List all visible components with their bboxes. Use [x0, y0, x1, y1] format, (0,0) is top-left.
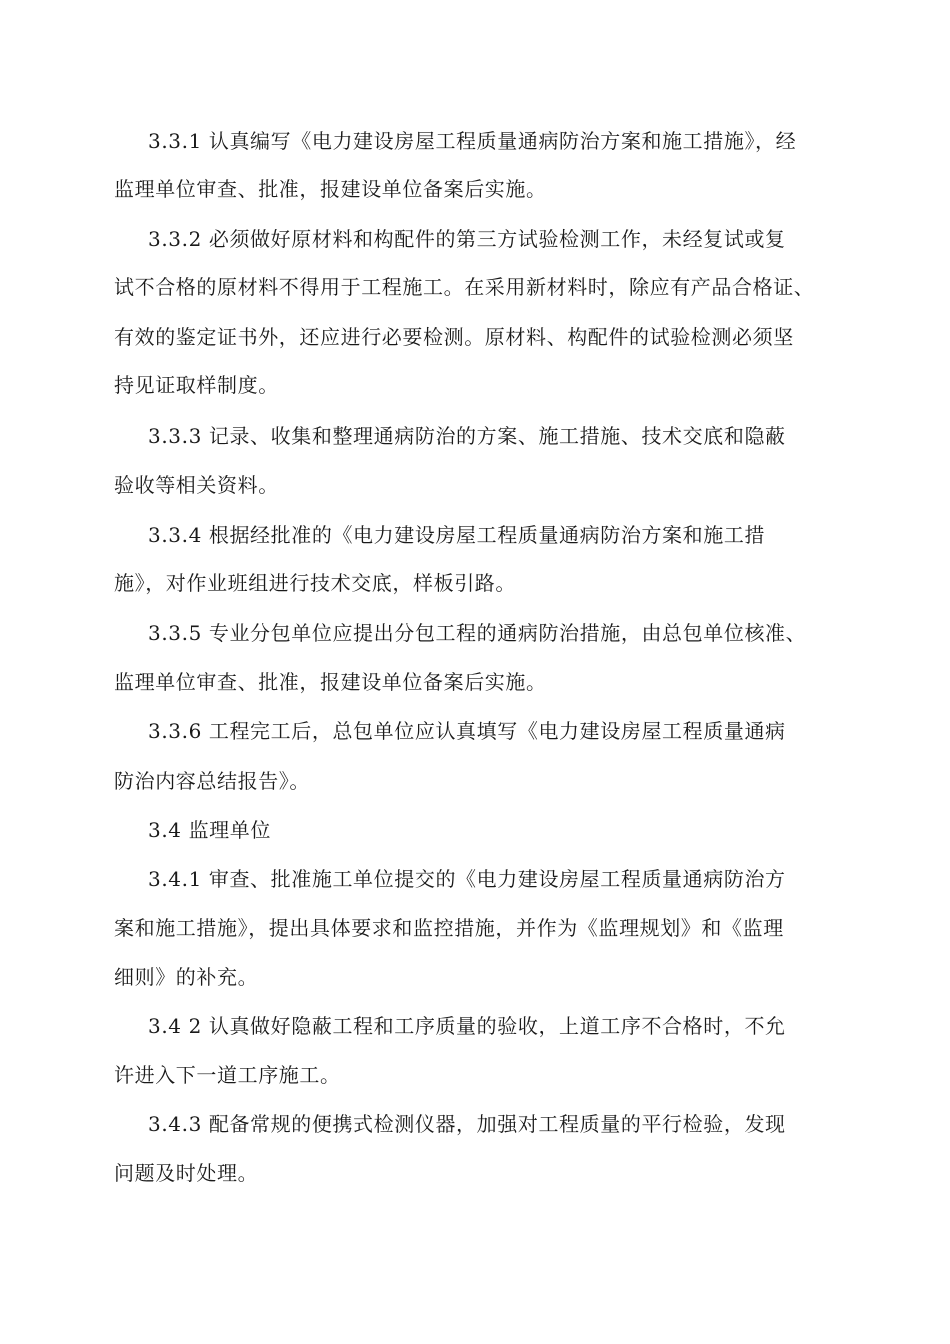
paragraph-3-3-2-line-2: 试不合格的原材料不得用于工程施工。在采用新材料时，除应有产品合格证、 [114, 275, 815, 299]
paragraph-3-3-3-line-2: 验收等相关资料。 [114, 473, 279, 497]
paragraph-3-4-3-line-2: 问题及时处理。 [114, 1161, 259, 1185]
paragraph-3-3-1-line-1: 3.3.1 认真编写《电力建设房屋工程质量通病防治方案和施工措施》，经 [148, 129, 797, 153]
paragraph-3-3-2-line-1: 3.3.2 必须做好原材料和构配件的第三方试验检测工作，未经复试或复 [148, 227, 786, 251]
paragraph-3-3-5-line-2: 监理单位审查、批准，报建设单位备案后实施。 [114, 670, 547, 694]
paragraph-3-3-6-line-1: 3.3.6 工程完工后，总包单位应认真填写《电力建设房屋工程质量通病 [148, 719, 786, 743]
paragraph-3-3-2-line-3: 有效的鉴定证书外，还应进行必要检测。原材料、构配件的试验检测必须坚 [114, 325, 794, 349]
paragraph-3-3-4-line-1: 3.3.4 根据经批准的《电力建设房屋工程质量通病防治方案和施工措 [148, 523, 766, 547]
section-heading-3-4: 3.4 监理单位 [148, 818, 271, 842]
paragraph-3-3-6-line-2: 防治内容总结报告》。 [114, 769, 310, 793]
paragraph-3-3-2-line-4: 持见证取样制度。 [114, 373, 279, 397]
paragraph-3-3-4-line-2: 施》，对作业班组进行技术交底，样板引路。 [114, 571, 516, 595]
paragraph-3-4-1-line-1: 3.4.1 审查、批准施工单位提交的《电力建设房屋工程质量通病防治方 [148, 867, 786, 891]
paragraph-3-4-2-line-2: 许进入下一道工序施工。 [114, 1063, 341, 1087]
paragraph-3-4-1-line-3: 细则》的补充。 [114, 965, 259, 989]
paragraph-3-4-3-line-1: 3.4.3 配备常规的便携式检测仪器，加强对工程质量的平行检验，发现 [148, 1112, 786, 1136]
paragraph-3-4-1-line-2: 案和施工措施》，提出具体要求和监控措施，并作为《监理规划》和《监理 [114, 916, 784, 940]
paragraph-3-3-3-line-1: 3.3.3 记录、收集和整理通病防治的方案、施工措施、技术交底和隐蔽 [148, 424, 786, 448]
paragraph-3-4-2-line-1: 3.4 2 认真做好隐蔽工程和工序质量的验收，上道工序不合格时，不允 [148, 1014, 786, 1038]
paragraph-3-3-5-line-1: 3.3.5 专业分包单位应提出分包工程的通病防治措施，由总包单位核准、 [148, 621, 807, 645]
paragraph-3-3-1-line-2: 监理单位审查、批准，报建设单位备案后实施。 [114, 177, 547, 201]
